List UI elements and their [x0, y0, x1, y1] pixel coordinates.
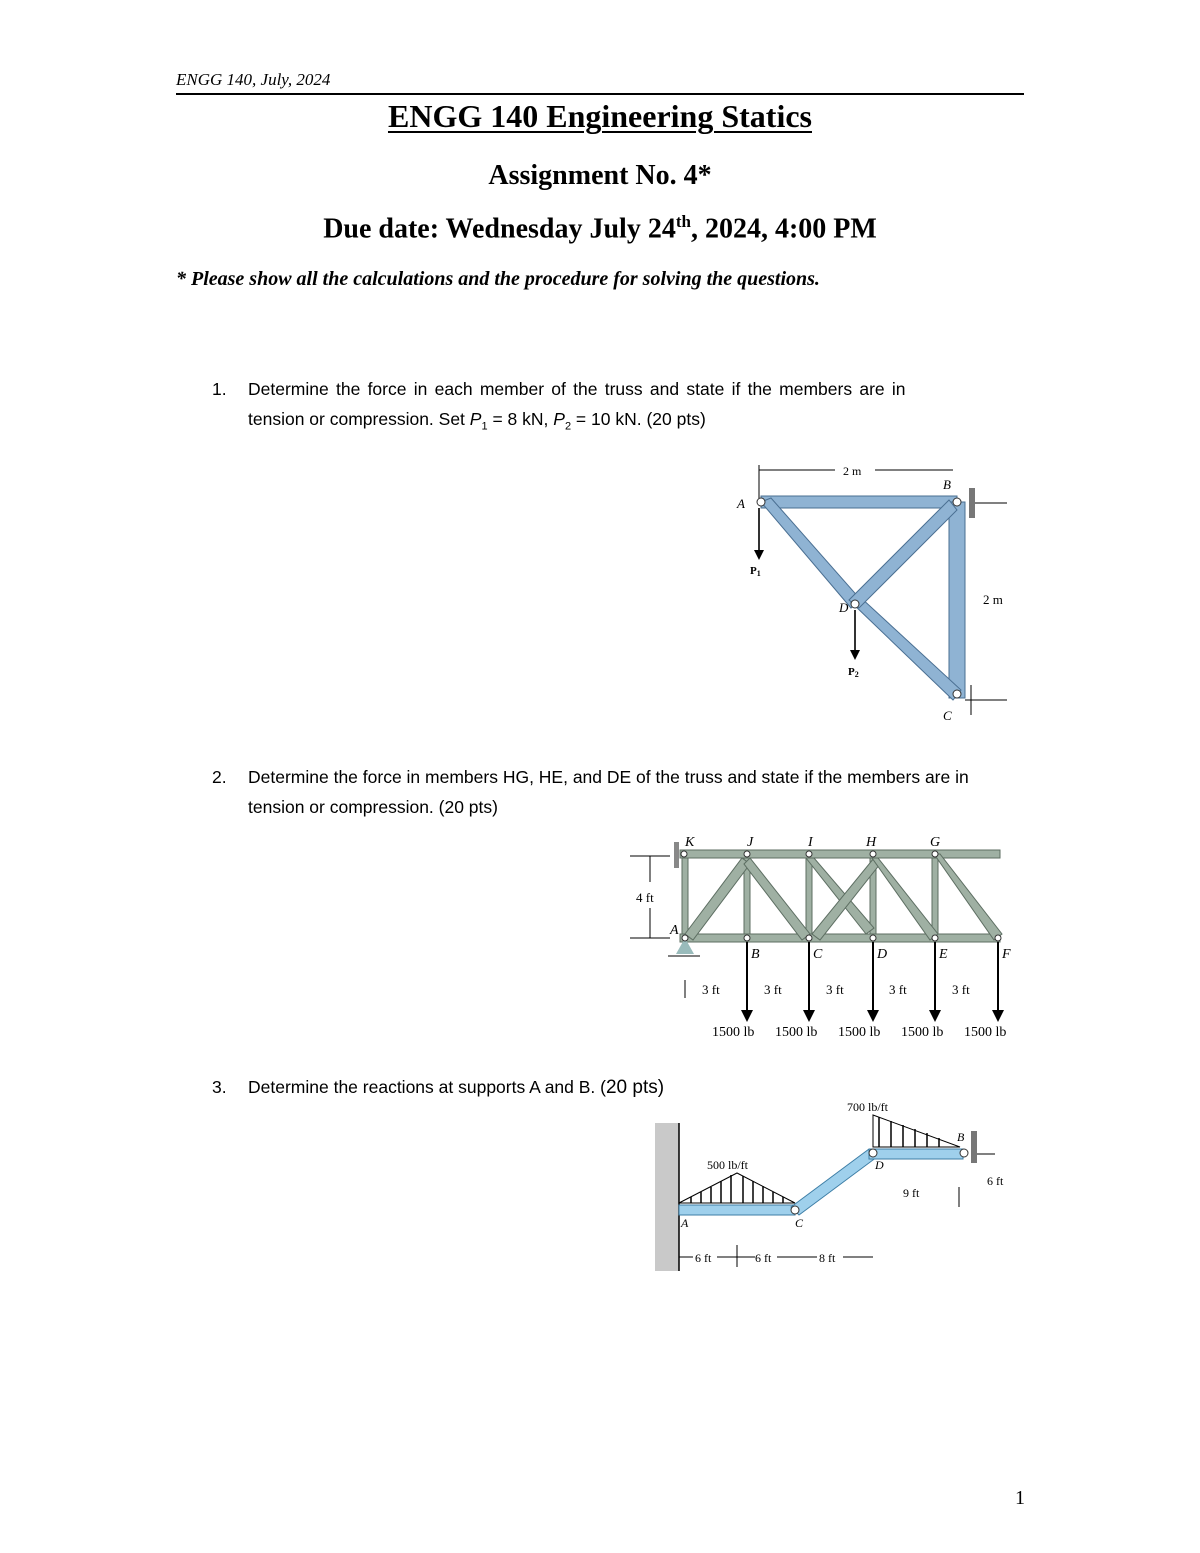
load-label: 1500 lb — [712, 1025, 755, 1040]
header-rule — [176, 93, 1024, 95]
header-note: ENGG 140, July, 2024 — [176, 70, 331, 89]
joint-label: D — [839, 600, 849, 615]
beam-figure-3 — [655, 1095, 1025, 1275]
load-label-left: 500 lb/ft — [707, 1158, 748, 1172]
load-label: 1500 lb — [964, 1025, 1007, 1040]
due-date: Due date: Wednesday July 24th, 2024, 4:00 PM — [323, 212, 877, 245]
load-label: 1500 lb — [775, 1025, 818, 1040]
load-label-right: 700 lb/ft — [847, 1100, 888, 1114]
question-number: 2. — [212, 767, 227, 787]
page-title: ENGG 140 Engineering Statics — [387, 98, 812, 134]
spacing-label: 3 ft — [702, 982, 720, 997]
question-number: 1. — [212, 379, 227, 399]
question-text: Determine the force in each member of the truss and state if the members are in tension or compression. Set $P_1 = 8$ kN, $P_2 = 10$ kN. (20 pts) — [248, 379, 906, 433]
joint-label: F — [1002, 947, 1011, 962]
load-label: 1500 lb — [901, 1025, 944, 1040]
joint-label: H — [866, 835, 877, 850]
question-2 — [212, 762, 1024, 822]
joint-label: B — [943, 477, 951, 492]
assignment-number: Assignment No. 4* — [488, 160, 712, 191]
dim-top-label: 2 m — [843, 464, 862, 478]
question-number: 3. — [212, 1077, 227, 1097]
joint-label: D — [875, 1158, 884, 1172]
dim-bottom-label: 8 ft — [819, 1251, 836, 1265]
question-text: Determine the force in members HG, HE, and DE of the truss and state if the members are in tension or compression. (20 pts) — [248, 767, 969, 817]
joint-label: C — [943, 708, 952, 723]
joint-label: B — [751, 947, 760, 962]
truss-figure-2 — [630, 830, 1025, 1045]
spacing-label: 3 ft — [952, 982, 970, 997]
joint-label: C — [813, 947, 823, 962]
dim-bottom-label: 6 ft — [695, 1251, 712, 1265]
spacing-label: 3 ft — [826, 982, 844, 997]
load-label-p1: P1 — [750, 565, 761, 578]
dim-right-label: 2 m — [983, 592, 1003, 607]
joint-label: C — [795, 1216, 804, 1230]
joint-label: J — [747, 835, 754, 850]
truss-figure-1 — [725, 460, 1025, 740]
joint-label: A — [737, 496, 745, 511]
page-number: 1 — [1015, 1487, 1025, 1509]
joint-label: K — [685, 835, 695, 850]
joint-label: A — [670, 923, 679, 938]
load-label: 1500 lb — [838, 1025, 881, 1040]
joint-label: E — [939, 947, 948, 962]
joint-label: D — [877, 947, 888, 962]
load-label-p2: P2 — [848, 666, 859, 679]
joint-label: I — [808, 835, 813, 850]
joint-label: A — [681, 1216, 689, 1230]
question-1 — [212, 374, 1024, 442]
spacing-label: 3 ft — [764, 982, 782, 997]
dim-right-label: 6 ft — [987, 1174, 1004, 1188]
height-label: 4 ft — [636, 890, 654, 905]
instruction-note: * Please show all the calculations and the procedure for solving the questions. — [176, 268, 820, 290]
question-text: Determine the reactions at supports A and B. (20 pts) — [248, 1077, 665, 1098]
dim-bottom-label: 6 ft — [755, 1251, 772, 1265]
dim-mid-label: 9 ft — [903, 1186, 920, 1200]
spacing-label: 3 ft — [889, 982, 907, 997]
joint-label: G — [930, 835, 941, 850]
joint-label: B — [957, 1130, 965, 1144]
